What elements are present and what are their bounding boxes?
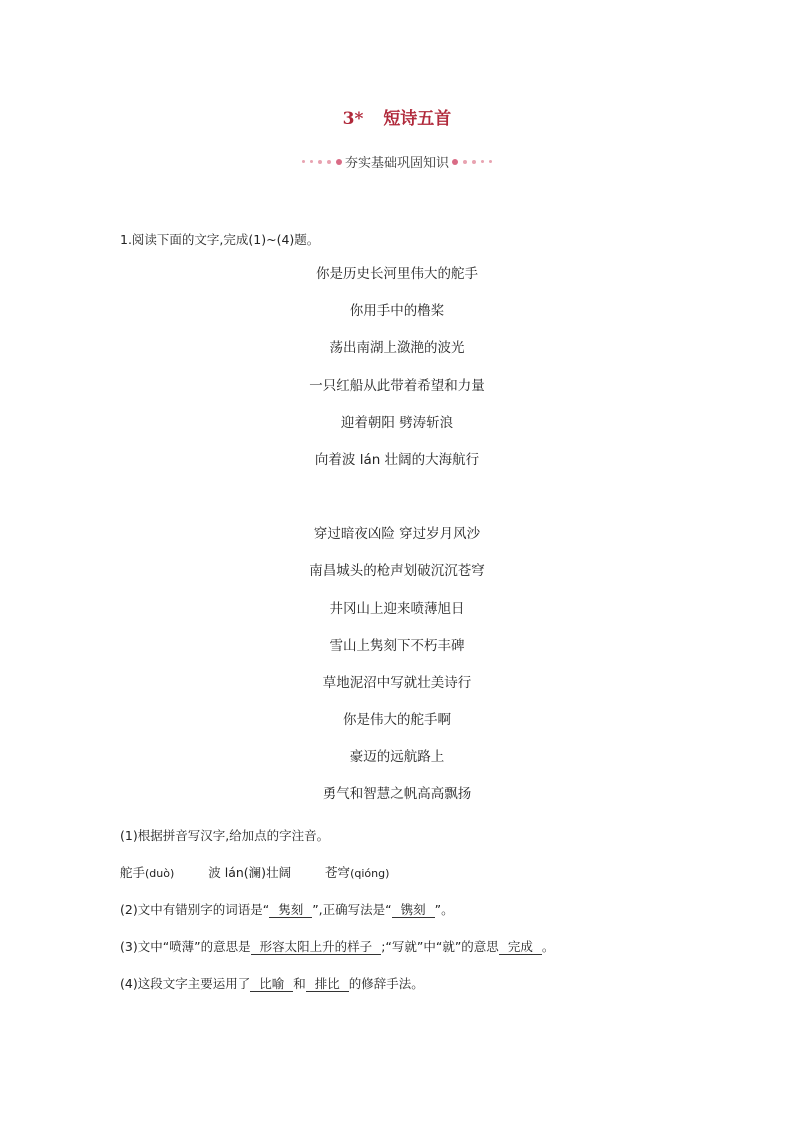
item-2-answer: (澜): [243, 865, 267, 880]
poem-line: 你是历史长河里伟大的舵手: [316, 266, 478, 282]
poem-line: 南昌城头的枪声划破沉沉苍穹: [309, 563, 485, 580]
section-label: 夯实基础巩固知识: [344, 156, 449, 171]
sub2-prefix: (2)文中有错别字的词语是“: [120, 902, 270, 917]
item-2-prefix: 波 lán: [208, 865, 244, 880]
answer-2-blank: 排比: [306, 976, 349, 992]
poem: [0, 264, 794, 822]
poem-line: 豪迈的远航路上: [349, 749, 445, 766]
meaning-1-blank: 形容太阳上升的样子: [251, 939, 382, 955]
item-1-word: 舵手: [120, 865, 146, 880]
sub2-suffix: ”。: [434, 902, 454, 917]
poem-line: 穿过暗夜凶险 穿过岁月风沙: [313, 526, 481, 543]
meaning-2-blank: 完成: [499, 939, 542, 955]
poem-line: 你是伟大的舵手啊: [343, 712, 451, 729]
answer-1-blank: 比喻: [250, 976, 293, 992]
stanza-gap: [0, 487, 794, 524]
poem-line: 你用手中的橹桨: [349, 303, 445, 320]
poem-line: 迎着朝阳 劈涛斩浪: [340, 414, 454, 431]
sub3-prefix: (3)文中“喷薄”的意思是: [120, 939, 251, 954]
sub3-middle: ;“写就”中“就”的意思: [381, 939, 499, 954]
section-header: [0, 152, 794, 171]
sub-question-4: [120, 974, 424, 992]
left-dots-decoration: [302, 159, 342, 165]
sub4-prefix: (4)这段文字主要运用了: [120, 976, 251, 991]
poem-line: 向着波 lán 壮阔的大海航行: [314, 451, 480, 468]
right-dots-decoration: [452, 159, 492, 165]
sub-question-3: [120, 937, 554, 955]
lesson-name: 短诗五首: [383, 109, 452, 129]
item-1-answer: (duò): [145, 867, 175, 880]
sub-question-1-items: [120, 863, 389, 881]
poem-line: 雪山上隽刻下不朽丰碑: [329, 637, 465, 654]
sub2-middle: ”,正确写法是“: [312, 902, 392, 917]
sub4-suffix: 的修辞手法。: [348, 976, 424, 991]
lesson-number: 3*: [342, 109, 364, 129]
poem-line: 一只红船从此带着希望和力量: [309, 377, 485, 394]
correct-word-blank: 镌刻: [392, 902, 435, 918]
lesson-title: [0, 104, 794, 129]
wrong-word-blank: 隽刻: [269, 902, 312, 918]
poem-line: 荡出南湖上潋滟的波光: [329, 340, 465, 357]
poem-line: 勇气和智慧之帆高高飘扬: [322, 786, 472, 803]
sub-question-1-prompt: (1)根据拼音写汉字,给加点的字注音。: [120, 828, 330, 843]
item-2-suffix: 壮阔: [266, 865, 292, 880]
poem-line: 草地泥沼中写就壮美诗行: [322, 674, 472, 691]
sub-question-2: [120, 900, 454, 918]
item-3-word: 苍穹: [325, 865, 351, 880]
poem-line: 井冈山上迎来喷薄旭日: [329, 600, 465, 617]
sub3-suffix: 。: [541, 939, 555, 954]
question-1-intro: 1.阅读下面的文字,完成(1)~(4)题。: [120, 232, 320, 247]
sub4-middle: 和: [293, 976, 306, 991]
item-3-answer: (qióng): [350, 867, 390, 880]
